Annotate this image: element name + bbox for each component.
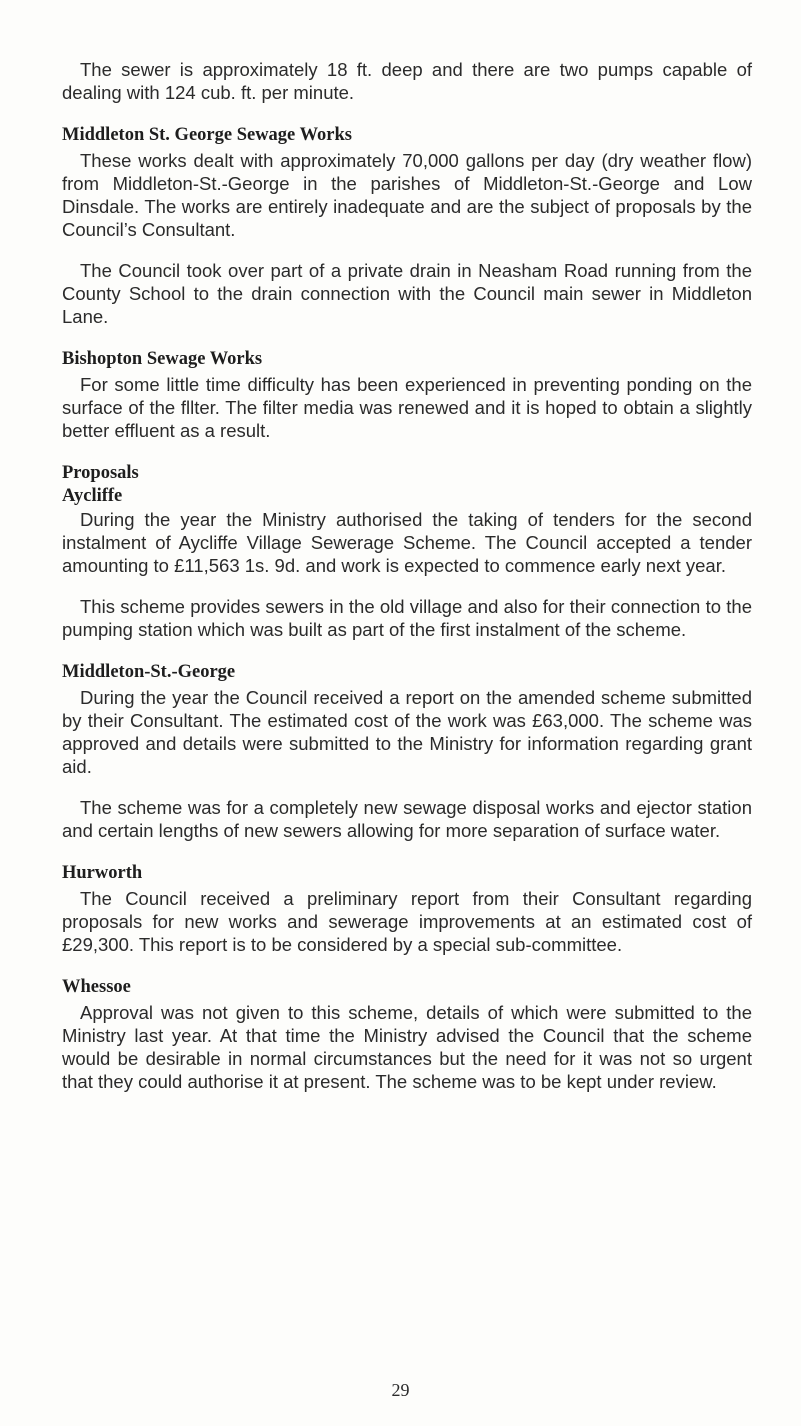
section-heading-proposals: Proposals	[62, 463, 139, 483]
page-number: 29	[391, 1380, 410, 1400]
subsection-heading-middleton: Middleton-St.-George	[62, 662, 236, 682]
subsection-heading-whessoe: Whessoe	[62, 977, 131, 997]
intro-paragraph: The sewer is approximately 18 ft. deep and there are two pumps capable of dealing with 124 cub. ft. per minute.	[62, 59, 752, 103]
page-content	[62, 58, 752, 1093]
middleton-paragraph-2: The scheme was for a completely new sewage disposal works and ejector station and certain lengths of new sewers allowing for more separation of surface water.	[62, 797, 752, 841]
subsection-heading-aycliffe: Aycliffe	[62, 486, 123, 506]
middleton-works-paragraph-1: These works dealt with approximately 70,000 gallons per day (dry weather flow) from Middleton-St.-George in the parishes of Middleton-St.-George and Low Dinsdale. The works are entirely inadequate and are the subject of proposals by the Council’s Consultant.	[62, 150, 752, 240]
section-heading-bishopton: Bishopton Sewage Works	[62, 349, 263, 369]
aycliffe-paragraph-1: During the year the Ministry authorised the taking of tenders for the second instalment of Aycliffe Village Sewerage Scheme. The Council accepted a tender amounting to £11,563 1s. 9d. and work is expected to commence early next year.	[62, 509, 752, 576]
whessoe-paragraph-1: Approval was not given to this scheme, details of which were submitted to the Ministry last year. At that time the Ministry advised the Council that the scheme would be desirable in normal circumstances but the need for it was not so urgent that they could authorise it at present. The scheme was to be kept under review.	[62, 1002, 752, 1092]
aycliffe-paragraph-2: This scheme provides sewers in the old village and also for their connection to the pumping station which was built as part of the first instalment of the scheme.	[62, 596, 752, 640]
bishopton-paragraph-1: For some little time difficulty has been experienced in preventing ponding on the surface of the fllter. The filter media was renewed and it is hoped to obtain a slightly better effluent as a result.	[62, 374, 752, 441]
hurworth-paragraph-1: The Council received a preliminary report from their Consultant regarding proposals for new works and sewerage improvements at an estimated cost of £29,300. This report is to be considered by a special sub-committee.	[62, 888, 752, 955]
subsection-heading-hurworth: Hurworth	[62, 863, 143, 883]
middleton-works-paragraph-2: The Council took over part of a private drain in Neasham Road running from the County School to the drain connection with the Council main sewer in Middleton Lane.	[62, 260, 752, 327]
section-heading-middleton-works: Middleton St. George Sewage Works	[62, 125, 352, 145]
middleton-paragraph-1: During the year the Council received a report on the amended scheme submitted by their Consultant. The estimated cost of the work was £63,000. The scheme was approved and details were submitted to the Ministry for information regarding grant aid.	[62, 687, 752, 777]
